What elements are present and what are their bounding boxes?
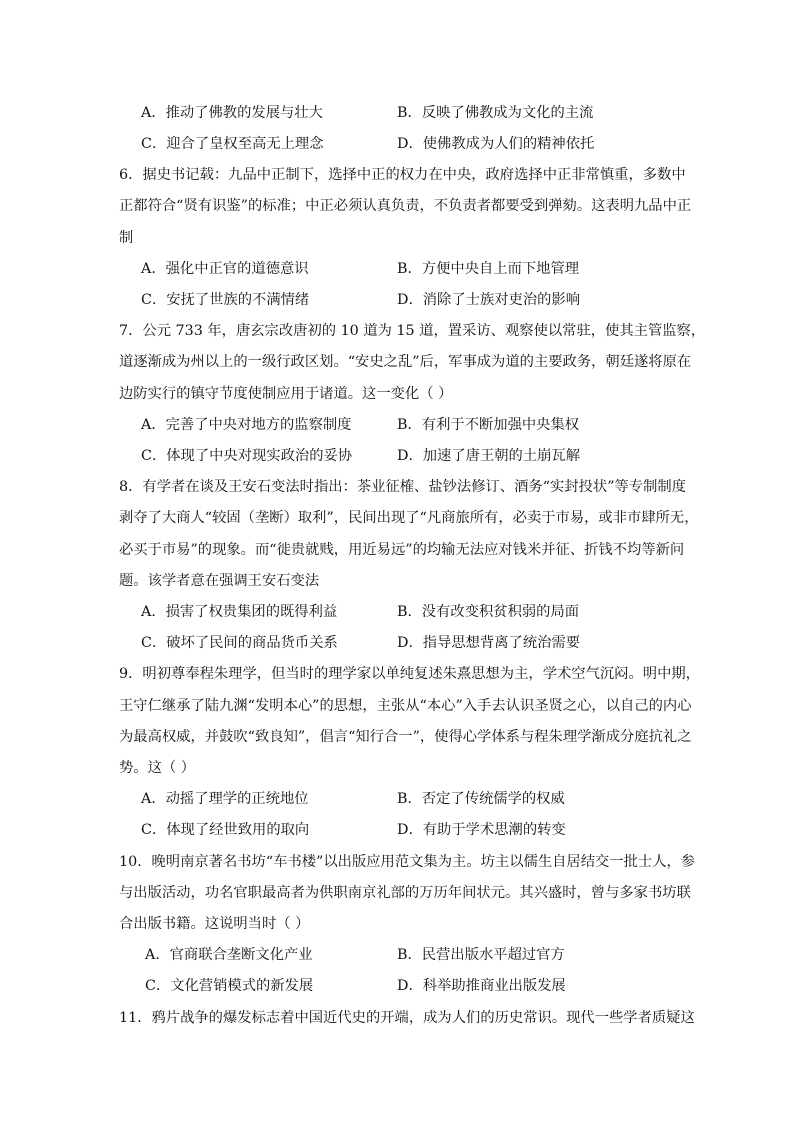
q5-option-a: A．推动了佛教的发展与壮大 xyxy=(141,105,323,121)
q10-option-a: A．官商联合垄断文化产业 xyxy=(145,947,313,963)
q6-stem-line-3: 制 xyxy=(119,230,134,246)
q6-option-b: B．方便中央自上而下地管理 xyxy=(397,261,580,277)
q8-option-c: C．破坏了民间的商品货币关系 xyxy=(141,635,338,651)
q7-option-a: A．完善了中央对地方的监察制度 xyxy=(141,417,352,433)
q9-option-d: D．有助于学术思潮的转变 xyxy=(397,822,566,838)
q6-option-d: D．消除了士族对吏治的影响 xyxy=(397,292,581,308)
q5-option-d: D．使佛教成为人们的精神依托 xyxy=(397,136,595,152)
q7-stem-line-3: 边防实行的镇守节度使制应用于诸道。这一变化（ ） xyxy=(119,386,453,402)
q7-stem-line-1: 7．公元 733 年，唐玄宗改唐初的 10 道为 15 道，置采访、观察使以常驻，使其主管监察， xyxy=(119,323,706,339)
q6-option-a: A．强化中正官的道德意识 xyxy=(141,261,309,277)
q5-option-c: C．迎合了皇权至高无上理念 xyxy=(141,136,324,152)
q10-option-d: D．科举助推商业出版发展 xyxy=(397,978,566,994)
q7-option-b: B．有利于不断加强中央集权 xyxy=(397,417,580,433)
q8-stem-line-1: 8．有学者在谈及王安石变法时指出：茶业征榷、盐钞法修订、酒务“实封投状”等专制制度 xyxy=(119,479,686,495)
q10-option-c: C．文化营销模式的新发展 xyxy=(145,978,314,994)
q7-option-c: C．体现了中央对现实政治的妥协 xyxy=(141,448,353,464)
q8-stem-line-3: 必买于市易”的现象。而“徙贵就贱，用近易远”的均输无法应对钱米并征、折钱不均等新问 xyxy=(119,542,685,558)
q10-stem-line-3: 合出版书籍。这说明当时（ ） xyxy=(119,916,310,932)
q7-option-d: D．加速了唐王朝的土崩瓦解 xyxy=(397,448,581,464)
q5-option-b: B．反映了佛教成为文化的主流 xyxy=(397,105,594,121)
q9-option-c: C．体现了经世致用的取向 xyxy=(141,822,310,838)
q9-stem-line-4: 势。这（ ） xyxy=(119,760,196,776)
q6-stem-line-1: 6．据史书记载：九品中正制下，选择中正的权力在中央，政府选择中正非常慎重，多数中 xyxy=(119,167,686,183)
q10-stem-line-1: 10．晚明南京著名书坊“车书楼”以出版应用范文集为主。坊主以儒生自居结交一批士人，参 xyxy=(119,854,696,870)
q9-stem-line-1: 9．明初尊奉程朱理学，但当时的理学家以单纯复述朱熹思想为主，学术空气沉闷。明中期， xyxy=(119,666,700,682)
q8-option-a: A．损害了权贵集团的既得利益 xyxy=(141,604,338,620)
q9-stem-line-2: 王守仁继承了陆九渊“发明本心”的思想，主张从“本心”入手去认识圣贤之心，以自己的内心 xyxy=(119,698,692,714)
q6-stem-line-2: 正都符合“贤有识鉴”的标准；中正必须认真负责，不负责者都要受到弹劾。这表明九品中正 xyxy=(119,198,692,214)
q8-stem-line-4: 题。该学者意在强调王安石变法 xyxy=(119,573,320,589)
q8-option-b: B．没有改变积贫积弱的局面 xyxy=(397,604,580,620)
q11-stem-line-1: 11．鸦片战争的爆发标志着中国近代史的开端，成为人们的历史常识。现代一些学者质疑这 xyxy=(119,1010,695,1026)
q8-stem-line-2: 剥夺了大商人“较固（垄断）取利”，民间出现了“凡商旅所有，必卖于市易，或非市肆所无， xyxy=(119,510,699,526)
q7-stem-line-2: 道逐渐成为州以上的一级行政区划。“安史之乱”后，军事成为道的主要政务，朝廷遂将原在 xyxy=(119,354,692,370)
q9-stem-line-3: 为最高权威，并鼓吹“致良知”，倡言“知行合一”，使得心学体系与程朱理学渐成分庭抗礼之 xyxy=(119,729,692,745)
q10-option-b: B．民营出版水平超过官方 xyxy=(397,947,565,963)
q6-option-c: C．安抚了世族的不满情绪 xyxy=(141,292,310,308)
q9-option-a: A．动摇了理学的正统地位 xyxy=(141,791,309,807)
q8-option-d: D．指导思想背离了统治需要 xyxy=(397,635,581,651)
q9-option-b: B．否定了传统儒学的权威 xyxy=(397,791,565,807)
q10-stem-line-2: 与出版活动，功名官职最高者为供职南京礼部的万历年间状元。其兴盛时，曾与多家书坊联 xyxy=(119,885,691,901)
